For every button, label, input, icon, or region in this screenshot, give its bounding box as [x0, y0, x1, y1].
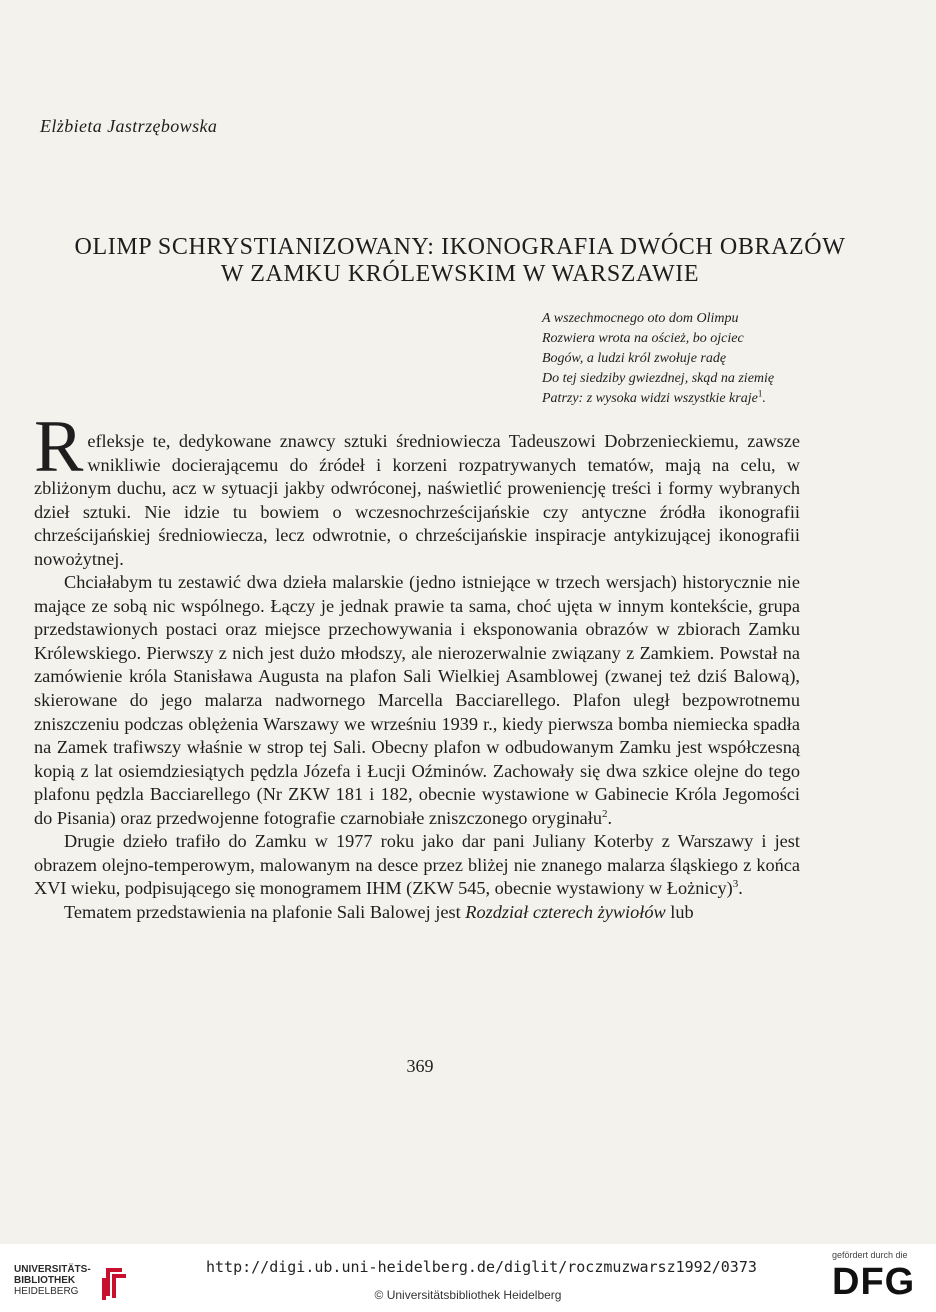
dfg-logo[interactable]: DFG [832, 1261, 916, 1303]
paragraph-3: Drugie dzieło trafiło do Zamku w 1977 roku jako dar pani Juliany Koterby z Warszawy i jest obrazem olejno-temperowym, malowanym na desce przez bliżej nie znanego malarza śląskiego z końca XVI wieku, podpisującego się monogramem IHM (ZKW 545, obecnie wystawiony w Łożnicy)$^3$. [34, 831, 800, 899]
paragraph-4: Tematem przedstawienia na plafonie Sali Balowej jest Rozdział czterech żywiołów lub [64, 901, 694, 922]
footer-bar [0, 1244, 936, 1312]
title-line-1: OLIMP SCHRYSTIANIZOWANY: IKONOGRAFIA DWÓCH OBRAZÓW [74, 234, 846, 260]
footnote-ref[interactable]: 2 [602, 807, 608, 820]
author-name: Elżbieta Jastrzębowska [40, 116, 218, 136]
dfg-label: gefördert durch die [832, 1250, 908, 1260]
epigraph [542, 309, 832, 409]
copyright-text: © Universitätsbibliothek Heidelberg [374, 1288, 562, 1302]
article-title [20, 234, 900, 288]
permalink-url[interactable]: http://digi.ub.uni-heidelberg.de/diglit/roczmuzwarsz1992/0373 [206, 1258, 757, 1276]
page-number: 369 [406, 1056, 434, 1076]
title-line-2: W ZAMKU KRÓLEWSKIM W WARSZAWIE [220, 261, 700, 287]
footnote-ref[interactable]: 3 [732, 878, 739, 891]
epigraph-line: Bogów, a ludzi król zwołuje radę [542, 351, 727, 366]
drop-cap: R [34, 406, 84, 488]
paragraph-1: R efleksje te, dedykowane znawcy sztuki średniowiecza Tadeuszowi Dobrzenieckiemu, zawsze wnikliwie docierającemu do źródeł i korzeni rozpatrywanych tematów, mają na celu, w zbliżonym duchu, acz w sytuacji jakby odwróconej, naświetlić proweniencję treści i formy wybranych dzieł sztuki. Nie idzie tu bowiem o wczesnochrześcijańskie czy antyczne źródła ikonografii chrześcijańskiej średniowiecza, lecz odwrotnie, o chrześcijańskie inspiracje antykizującej ikonografii nowożytnej. [34, 406, 800, 569]
epigraph-line: Do tej siedziby gwiezdnej, skąd na ziemię [542, 371, 775, 386]
epigraph-line: Patrzy: z wysoka widzi wszystkie kraje$^1$. [542, 388, 766, 406]
epigraph-line: A wszechmocnego oto dom Olimpu [542, 311, 739, 326]
body-text [34, 406, 800, 924]
library-name-line: UNIVERSITÄTS- [14, 1264, 91, 1275]
library-name-line: HEIDELBERG [14, 1286, 79, 1297]
footnote-ref[interactable]: 1 [757, 388, 763, 399]
epigraph-line: Rozwiera wrota na oścież, bo ojciec [542, 331, 744, 346]
library-name-line: BIBLIOTHEK [14, 1275, 76, 1286]
paragraph-2: Chciałabym tu zestawić dwa dzieła malarskie (jedno istniejące w trzech wersjach) historycznie nie mające ze sobą nic wspólnego. Łączy je jednak prawie ta sama, choć ujęta w innym kontekście, grupa przedstawionych postaci oraz miejsce przechowywania i eksponowania obrazów w zbiorach Zamku Królewskiego. Pierwszy z nich jest dużo młodszy, ale nierozerwalnie związany z Zamkiem. Powstał na zamówienie króla Stanisława Augusta na plafon Sali Wielkiej Asamblowej (zwanej też dziś Balową), skierowane do jego malarza nadwornego Marcella Bacciarellego. Plafon uległ bezpowrotnemu zniszczeniu podczas oblężenia Warszawy we wrześniu 1939 r., kiedy pierwsza bomba niemiecka spadła na Zamek trafiwszy właśnie w strop tej Sali. Obecny plafon w odbudowanym Zamku jest współczesną kopią z lat osiemdziesiątych pędzla Józefa i Łucji Oźminów. Zachowały się dwa szkice olejne do tego plafonu pędzla Bacciarellego (Nr ZKW 181 i 182, obecnie wystawione w Gabinecie Króla Jegomości do Pisania) oraz przedwojenne fotografie czarnobiałe zniszczonego oryginału$^2$. [34, 572, 800, 828]
